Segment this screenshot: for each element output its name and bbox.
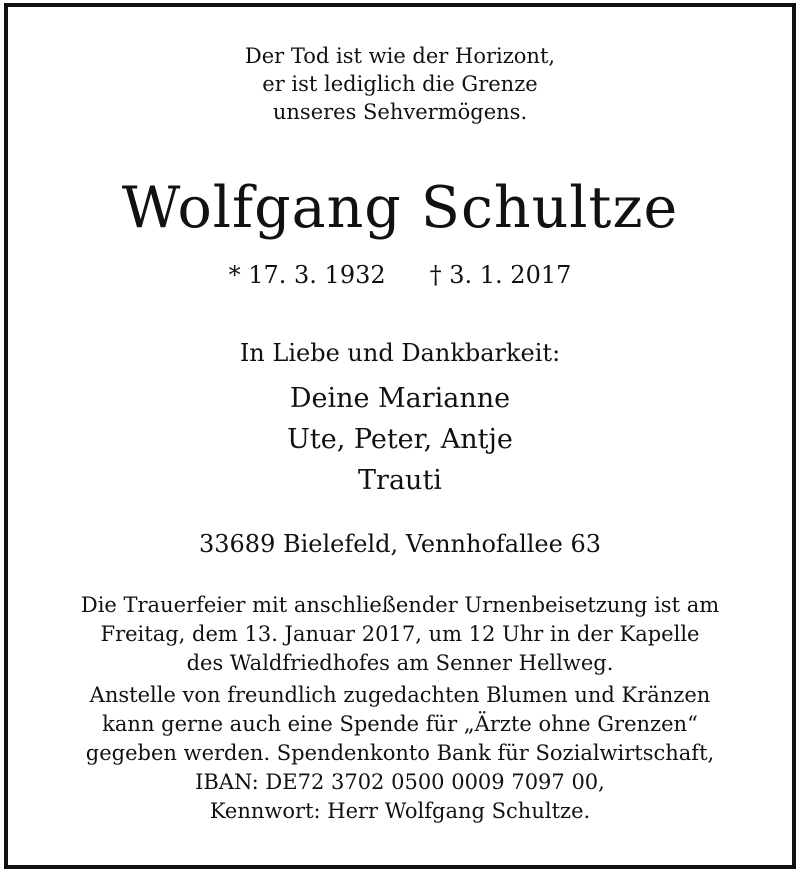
quote-line: Der Tod ist wie der Horizont, — [244, 44, 556, 68]
birth-date: * 17. 3. 1932 — [228, 261, 386, 289]
mourners-intro: In Liebe und Dankbarkeit: — [239, 339, 561, 367]
donation-line: IBAN: DE72 3702 0500 0009 7097 00, — [195, 770, 605, 794]
quote-line: er ist lediglich die Grenze — [262, 72, 538, 96]
mourner-name: Deine Marianne — [289, 383, 511, 414]
mourners-list — [0, 378, 800, 501]
death-date: † 3. 1. 2017 — [429, 261, 572, 289]
life-dates — [0, 259, 800, 291]
donation-line: kann gerne auch eine Spende für „Ärzte ohne Grenzen“ — [102, 712, 698, 736]
ceremony-line: des Waldfriedhofes am Senner Hellweg. — [186, 651, 614, 675]
mourner-name: Trauti — [358, 465, 442, 496]
memorial-quote — [0, 42, 800, 126]
donation-info — [0, 681, 800, 826]
deceased-name: Wolfgang Schultze — [121, 175, 679, 241]
ceremony-line: Die Trauerfeier mit anschließender Urnenbeisetzung ist am — [80, 593, 720, 617]
family-address: 33689 Bielefeld, Vennhofallee 63 — [198, 530, 602, 558]
mourner-name: Ute, Peter, Antje — [287, 424, 513, 455]
ceremony-line: Freitag, dem 13. Januar 2017, um 12 Uhr in der Kapelle — [100, 622, 700, 646]
quote-line: unseres Sehvermögens. — [272, 100, 528, 124]
donation-line: Kennwort: Herr Wolfgang Schultze. — [209, 799, 591, 823]
ceremony-info — [0, 591, 800, 678]
donation-line: gegeben werden. Spendenkonto Bank für Sozialwirtschaft, — [85, 741, 715, 765]
donation-line: Anstelle von freundlich zugedachten Blumen und Kränzen — [89, 683, 711, 707]
